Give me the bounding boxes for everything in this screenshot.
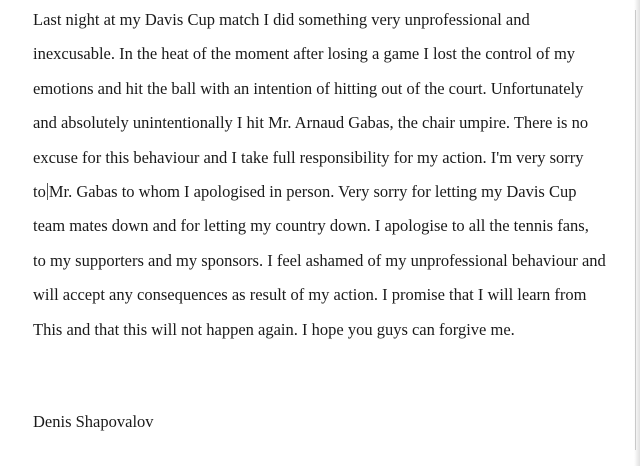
statement-body[interactable]	[33, 10, 633, 354]
statement-line-6-text: Mr. Gabas to whom I apologised in person. Very sorry for letting my Davis Cup	[48, 181, 577, 201]
text-cursor	[47, 183, 48, 200]
signature-name: Denis Shapovalov	[33, 412, 154, 431]
statement-line-2: inexcusable. In the heat of the moment after losing a game I lost the control of my	[33, 44, 576, 64]
statement-line-7: team mates down and for letting my country down. I apologise to all the tennis fans,	[33, 216, 589, 236]
statement-line-9: will accept any consequences as result of my action. I promise that I will learn from	[33, 285, 587, 305]
statement-line-6	[33, 182, 633, 202]
statement-line-5: excuse for this behaviour and I take full responsibility for my action. I'm very sorry	[33, 147, 584, 167]
statement-line-3: emotions and hit the ball with an intention of hitting out of the court. Unfortunately	[33, 78, 584, 98]
page-edge-shadow	[634, 0, 640, 466]
statement-line-4: and absolutely unintentionally I hit Mr. Arnaud Gabas, the chair umpire. There is no	[33, 113, 589, 133]
statement-line-6-prefix: to	[33, 181, 46, 201]
statement-line-8: to my supporters and my sponsors. I feel ashamed of my unprofessional behaviour and	[33, 250, 606, 270]
statement-line-10: This and that this will not happen again. I hope you guys can forgive me.	[33, 319, 515, 339]
statement-line-1: Last night at my Davis Cup match I did something very unprofessional and	[33, 10, 530, 29]
